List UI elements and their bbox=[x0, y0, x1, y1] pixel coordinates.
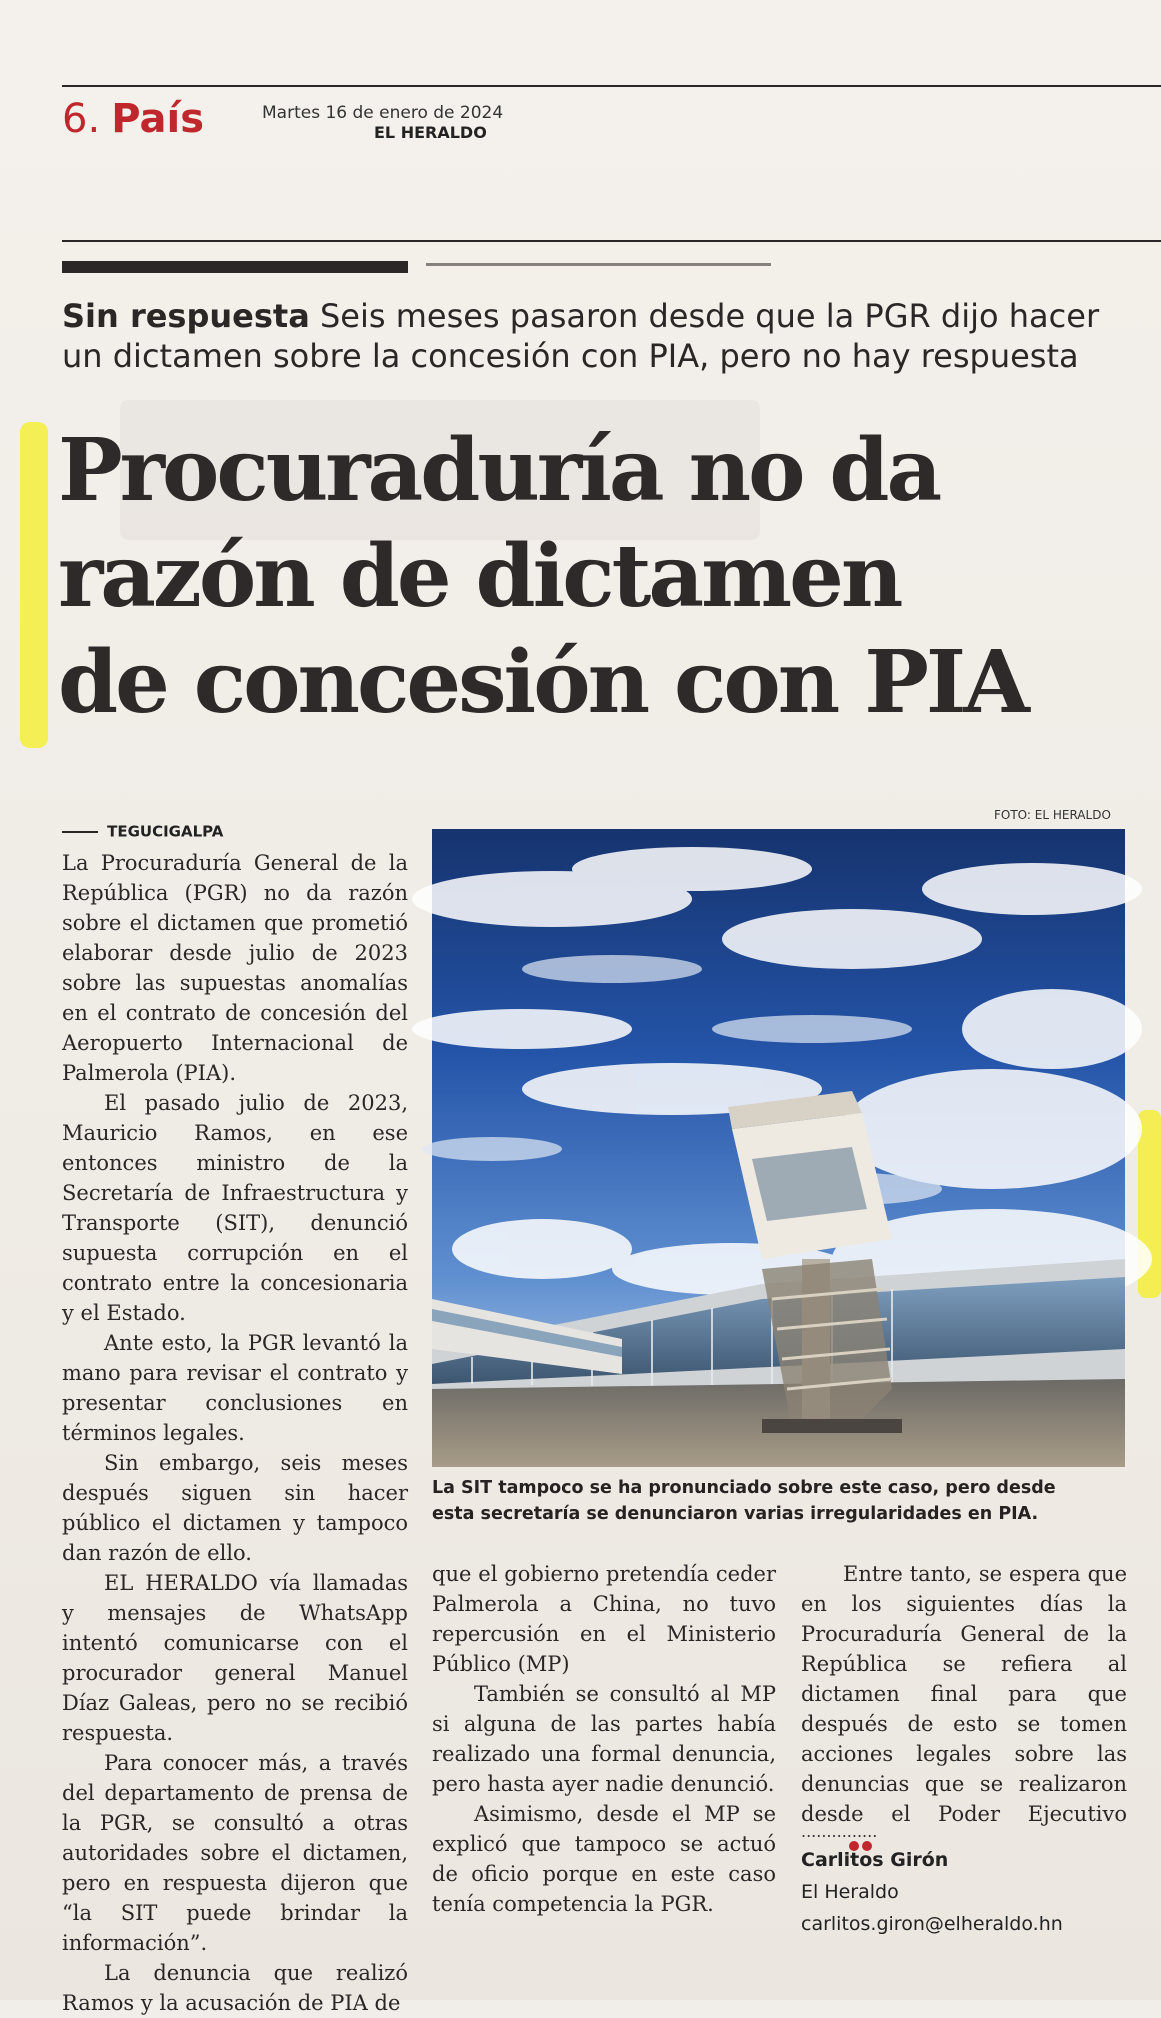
byline-outlet: El Heraldo bbox=[801, 1881, 899, 1903]
lead-thick-rule bbox=[62, 261, 408, 273]
body-column-3 bbox=[801, 1559, 1127, 1859]
lead-label: Sin respuesta bbox=[62, 297, 310, 335]
body-column-2 bbox=[432, 1559, 776, 1919]
col1-paragraph-7: La denuncia que realizó Ramos y la acusación de PIA de bbox=[62, 1961, 408, 2015]
col3-paragraph-1 bbox=[801, 1559, 1127, 1859]
col1-paragraph-3: Ante esto, la PGR levantó la mano para revisar el contrato y presentar conclusiones en términos legales. bbox=[62, 1331, 408, 1445]
col3-text: Entre tanto, se espera que en los siguientes días la Procuraduría General de la República se refiera al dictamen final para que después de esto se tomen acciones legales sobre las denuncias que se realizaron desde el Poder Ejecutivo bbox=[801, 1562, 1127, 1826]
dateline-text: TEGUCIGALPA bbox=[107, 822, 224, 841]
section-header bbox=[62, 96, 204, 146]
dateline-rule bbox=[62, 831, 98, 833]
section-name: País bbox=[111, 96, 205, 142]
dateline bbox=[62, 821, 223, 841]
photo-illustration bbox=[432, 829, 1125, 1467]
col1-paragraph-6: Para conocer más, a través del departamento de prensa de la PGR, se consultó a otras autoridades sobre el dictamen, pero en respuesta dijeron que “la SIT puede brindar la información”. bbox=[62, 1751, 408, 1955]
col2-paragraph-1: que el gobierno pretendía ceder Palmerola a China, no tuvo repercusión en el Ministerio Público (MP) bbox=[432, 1562, 776, 1676]
photo-caption bbox=[432, 1475, 1132, 1527]
section-rule bbox=[62, 240, 1161, 242]
lead-deck bbox=[62, 296, 1152, 376]
byline-email[interactable]: carlitos.giron@elheraldo.hn bbox=[801, 1913, 1063, 1935]
airport-jet-bridge-photo bbox=[432, 829, 1125, 1467]
body-column-1 bbox=[62, 848, 408, 2018]
lead-thin-rule bbox=[426, 263, 771, 266]
headline bbox=[58, 418, 1158, 736]
byline-separator: ............... bbox=[801, 1822, 878, 1841]
photo-credit: FOTO: EL HERALDO bbox=[994, 808, 1111, 822]
col1-paragraph-1: La Procuraduría General de la República (PGR) no da razón sobre el dictamen que prometió elaborar desde julio de 2023 sobre las supuestas anomalías en el contrato de concesión del Aeropuerto Internacional de Palmerola (PIA). bbox=[62, 851, 408, 1085]
headline-line-3: de concesión con PIA bbox=[58, 632, 1027, 733]
byline bbox=[801, 1824, 1131, 1940]
highlighter-mark-left bbox=[20, 422, 48, 748]
col1-paragraph-4: Sin embargo, seis meses después siguen sin hacer público el dictamen y tampoco dan razón de ello. bbox=[62, 1451, 408, 1565]
lead-text-1: Seis meses pasaron desde que la PGR dijo hacer bbox=[319, 297, 1100, 335]
col1-paragraph-2: El pasado julio de 2023, Mauricio Ramos, en ese entonces ministro de la Secretaría de Infraestructura y Transporte (SIT), denunció supuesta corrupción en el contrato entre la concesionaria y el Estado. bbox=[62, 1091, 408, 1325]
col2-paragraph-3: Asimismo, desde el MP se explicó que tampoco se actuó de oficio porque en este caso tenía competencia la PGR. bbox=[432, 1802, 776, 1916]
headline-line-1: Procuraduría no da bbox=[58, 420, 940, 521]
lead-text-2: un dictamen sobre la concesión con PIA, pero no hay respuesta bbox=[62, 337, 1079, 375]
col2-paragraph-2: También se consultó al MP si alguna de las partes había realizado una formal denuncia, pero hasta ayer nadie denunció. bbox=[432, 1682, 776, 1796]
caption-line-1: La SIT tampoco se ha pronunciado sobre este caso, pero desde bbox=[432, 1478, 1056, 1498]
col1-paragraph-5: EL HERALDO vía llamadas y mensajes de WhatsApp intentó comunicarse con el procurador general Manuel Díaz Galeas, pero no se recibió respuesta. bbox=[62, 1571, 408, 1745]
header-publication: EL HERALDO bbox=[374, 123, 487, 142]
caption-line-2: esta secretaría se denunciaron varias irregularidades en PIA. bbox=[432, 1504, 1039, 1524]
page-number: 6. bbox=[62, 96, 101, 142]
header-date: Martes 16 de enero de 2024 bbox=[262, 103, 504, 123]
headline-line-2: razón de dictamen bbox=[58, 526, 901, 627]
lead-line-1 bbox=[62, 296, 1152, 336]
top-rule bbox=[62, 85, 1161, 87]
byline-author: Carlitos Girón bbox=[801, 1849, 949, 1871]
